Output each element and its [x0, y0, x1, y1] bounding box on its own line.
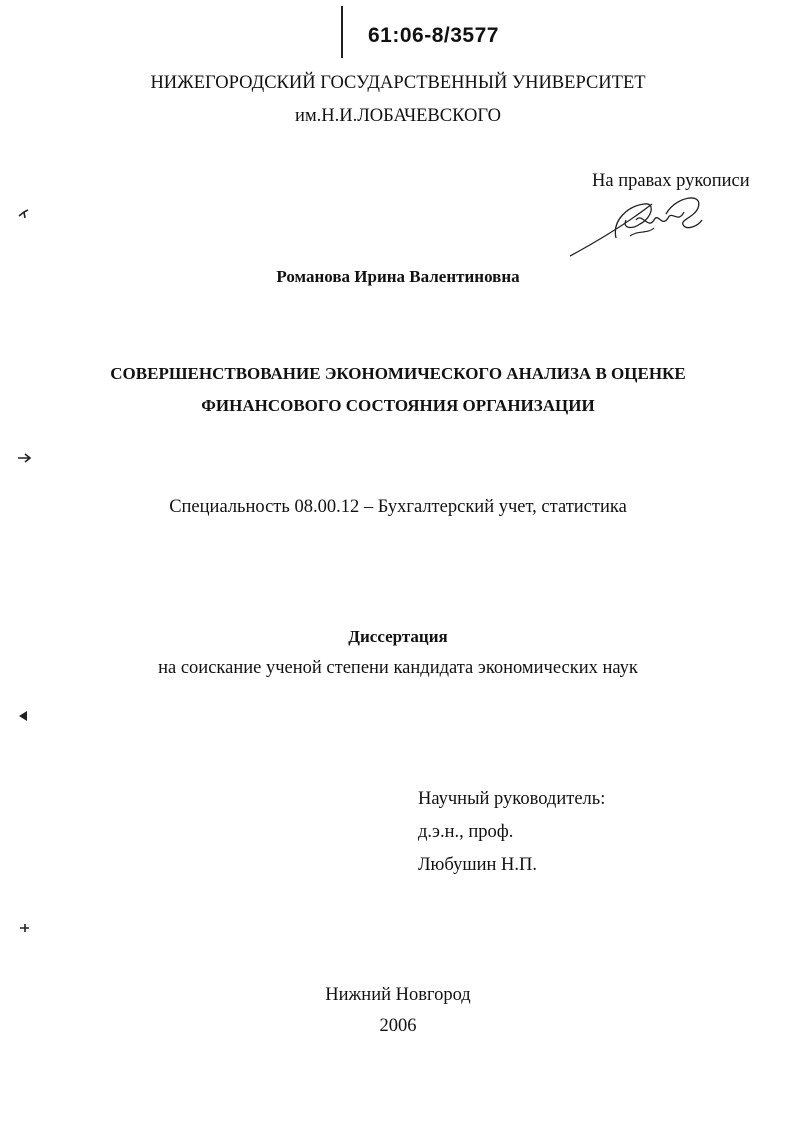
specialty: Специальность 08.00.12 – Бухгалтерский учет, статистика [169, 497, 627, 517]
dissertation-title-line2: ФИНАНСОВОГО СОСТОЯНИЯ ОРГАНИЗАЦИИ [201, 396, 595, 415]
scan-mark-icon [15, 708, 31, 724]
degree-sought: на соискание ученой степени кандидата экономических наук [158, 658, 638, 678]
scan-mark-icon [17, 920, 33, 936]
work-type: Диссертация [348, 627, 448, 646]
scan-mark-icon [16, 206, 32, 222]
dissertation-title-line1: СОВЕРШЕНСТВОВАНИЕ ЭКОНОМИЧЕСКОГО АНАЛИЗА В ОЦЕНКЕ [110, 364, 686, 383]
manuscript-rights: На правах рукописи [592, 171, 750, 191]
signature [566, 190, 716, 262]
university-name: НИЖЕГОРОДСКИЙ ГОСУДАРСТВЕННЫЙ УНИВЕРСИТЕТ [150, 73, 646, 93]
scan-mark-icon [16, 450, 34, 466]
supervisor-name: Любушин Н.П. [418, 855, 537, 875]
year: 2006 [379, 1016, 417, 1036]
author-name: Романова Ирина Валентиновна [276, 267, 520, 286]
supervisor-label: Научный руководитель: [418, 789, 606, 809]
university-name-suffix: им.Н.И.ЛОБАЧЕВСКОГО [295, 106, 501, 126]
registration-number: 61:06-8/3577 [368, 24, 499, 47]
stamp-rule [341, 6, 343, 58]
supervisor-degree: д.э.н., проф. [418, 822, 514, 842]
city: Нижний Новгород [325, 985, 471, 1005]
